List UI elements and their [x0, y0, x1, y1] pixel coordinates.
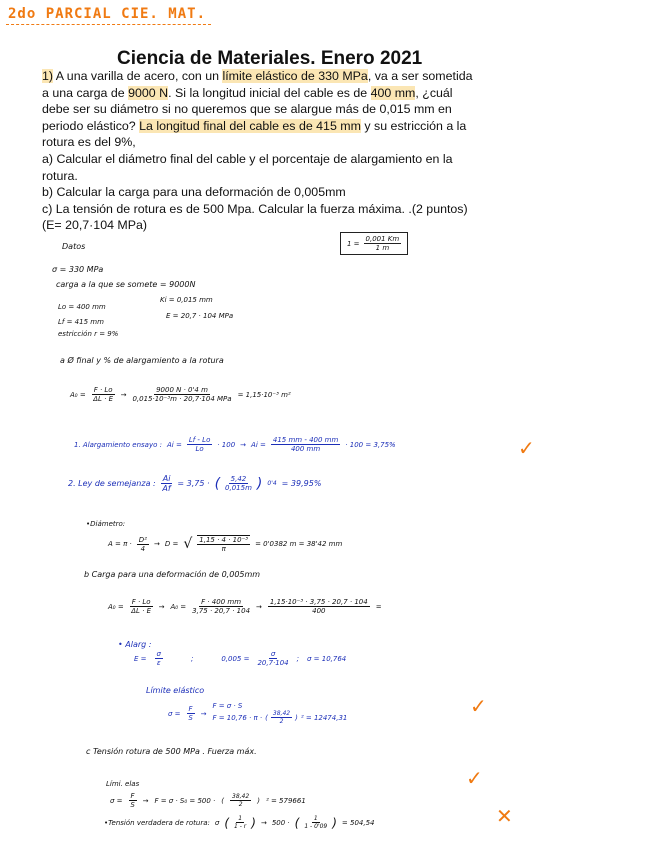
datos-lf: Lf = 415 mm: [58, 318, 104, 326]
problem-line-6: a) Calcular el diámetro final del cable y el porcentaje de alargamiento en la: [42, 151, 453, 166]
header-underline: [6, 24, 211, 25]
exam-header: 2do PARCIAL CIE. MAT.: [8, 6, 207, 22]
problem-line-2: a una carga de 9000 N. Si la longitud inicial del cable es de 400 mm, ¿cuál: [42, 85, 453, 100]
part-b-equation: A₀ = $\frac{F \cdot Lo}{\Delta L \cdot E}$ → A₀ = $\frac{F \cdot 400 mm}{3,75 \cdot 20,7 \cdot 104}$ → $\frac{\text{1,15·10⁻³ · 3,75 · 20,7 · 104}}{400}$ =: [108, 598, 382, 615]
part-c-equation-2: •Tensión verdadera de rotura: σ ( 1 1 - r ) → 500 · ( 1 1 - 0'09 ) = 504,54: [104, 815, 375, 830]
datos-heading: Datos: [62, 242, 86, 251]
problem-statement: [42, 68, 473, 234]
alargamiento-ensayo-equation: 1. Alargamiento ensayo : Ai = $\frac{Lf - Lo}{Lo}$ · 100 → Ai = $\frac{415 mm - 400 mm}{400 mm}$ · 100 = 3,75%: [74, 436, 396, 453]
problem-line-5: rotura es del 9%,: [42, 135, 136, 150]
part-c-equation-1: σ = $\frac{F}{S}$ → F = σ · S₀ = 500 · ( 38,42 2 ) ² = 579661: [110, 792, 306, 809]
checkmark-icon: ✓: [466, 766, 483, 790]
alarg-label: • Alarg :: [118, 640, 152, 649]
problem-line-8: b) Calcular la carga para una deformación de 0,005mm: [42, 185, 346, 200]
problem-line-1: 1) A una varilla de acero, con un límite elástico de 330 MPa, va a ser sometida: [42, 69, 473, 83]
part-b-heading: b Carga para una deformación de 0,005mm: [84, 570, 261, 579]
datos-lo: Lo = 400 mm: [58, 303, 106, 311]
diametro-label: •Diámetro:: [86, 520, 126, 528]
part-a-equation-1: A₀ = $\frac{F \cdot Lo}{\Delta L \cdot E}$ → 9000 N · 0'4 m 0,015·10⁻³m · 20,7·104 MPa = 1,15·10⁻³ m²: [70, 386, 291, 403]
limite-elastico-c-label: Lími. elas: [106, 780, 140, 788]
ley-semejanza-equation: 2. Ley de semejanza : $\frac{Ai}{Af}$ = 3,75 · ( 5,42 0,015m ) 0'4 = 39,95%: [68, 474, 322, 493]
checkmark-icon: ✓: [470, 694, 487, 718]
datos-estriccion: estricción r = 9%: [58, 330, 119, 338]
problem-line-9: c) La tensión de rotura es de 500 Mpa. Calcular la fuerza máxima. .(2 puntos): [42, 201, 468, 216]
problem-line-3: debe ser su diámetro si no queremos que se alargue más de 0,015 mm en: [42, 102, 452, 117]
problem-line-4: periodo elástico? La longitud final del cable es de 415 mm y su estricción a la: [42, 118, 467, 133]
cross-icon: ✕: [496, 804, 513, 828]
datos-ki: Ki = 0,015 mm: [160, 296, 213, 304]
datos-sigma: σ = 330 MPa: [52, 265, 104, 274]
datos-e: E = 20,7 · 104 MPa: [166, 312, 234, 320]
limite-elastico-equation: σ = $\frac{F}{S}$ → F = σ · S F = 10,76 · π · ( 38,42 2 ) ² = 12474,31: [168, 702, 348, 725]
page-title: Ciencia de Materiales. Enero 2021: [117, 48, 423, 69]
part-c-heading: c Tensión rotura de 500 MPa . Fuerza máx.: [86, 747, 257, 756]
problem-line-10: (E= 20,7·104 MPa): [42, 218, 148, 233]
datos-carga: carga a la que se somete = 9000N: [56, 280, 196, 289]
alarg-equation: E = $\frac{\sigma}{\varepsilon}$ ; 0,005 = $\frac{\sigma}{20,7\cdot 104}$ ; σ = 10,764: [134, 650, 347, 667]
unit-conversion-box: 1 = $\frac{0,001 Km}{1 m}$: [340, 232, 408, 255]
part-a-heading: a Ø final y % de alargamiento a la rotura: [60, 356, 224, 365]
diametro-equation: A = π · D² 4 → D = √ $\frac{\text{1,15 · 4 · 10⁻³}}{\pi}$ = 0'0382 m = 38'42 mm: [108, 535, 343, 553]
problem-line-7: rotura.: [42, 168, 78, 183]
limite-elastico-label: Límite elástico: [146, 686, 205, 695]
checkmark-icon: ✓: [518, 436, 535, 460]
